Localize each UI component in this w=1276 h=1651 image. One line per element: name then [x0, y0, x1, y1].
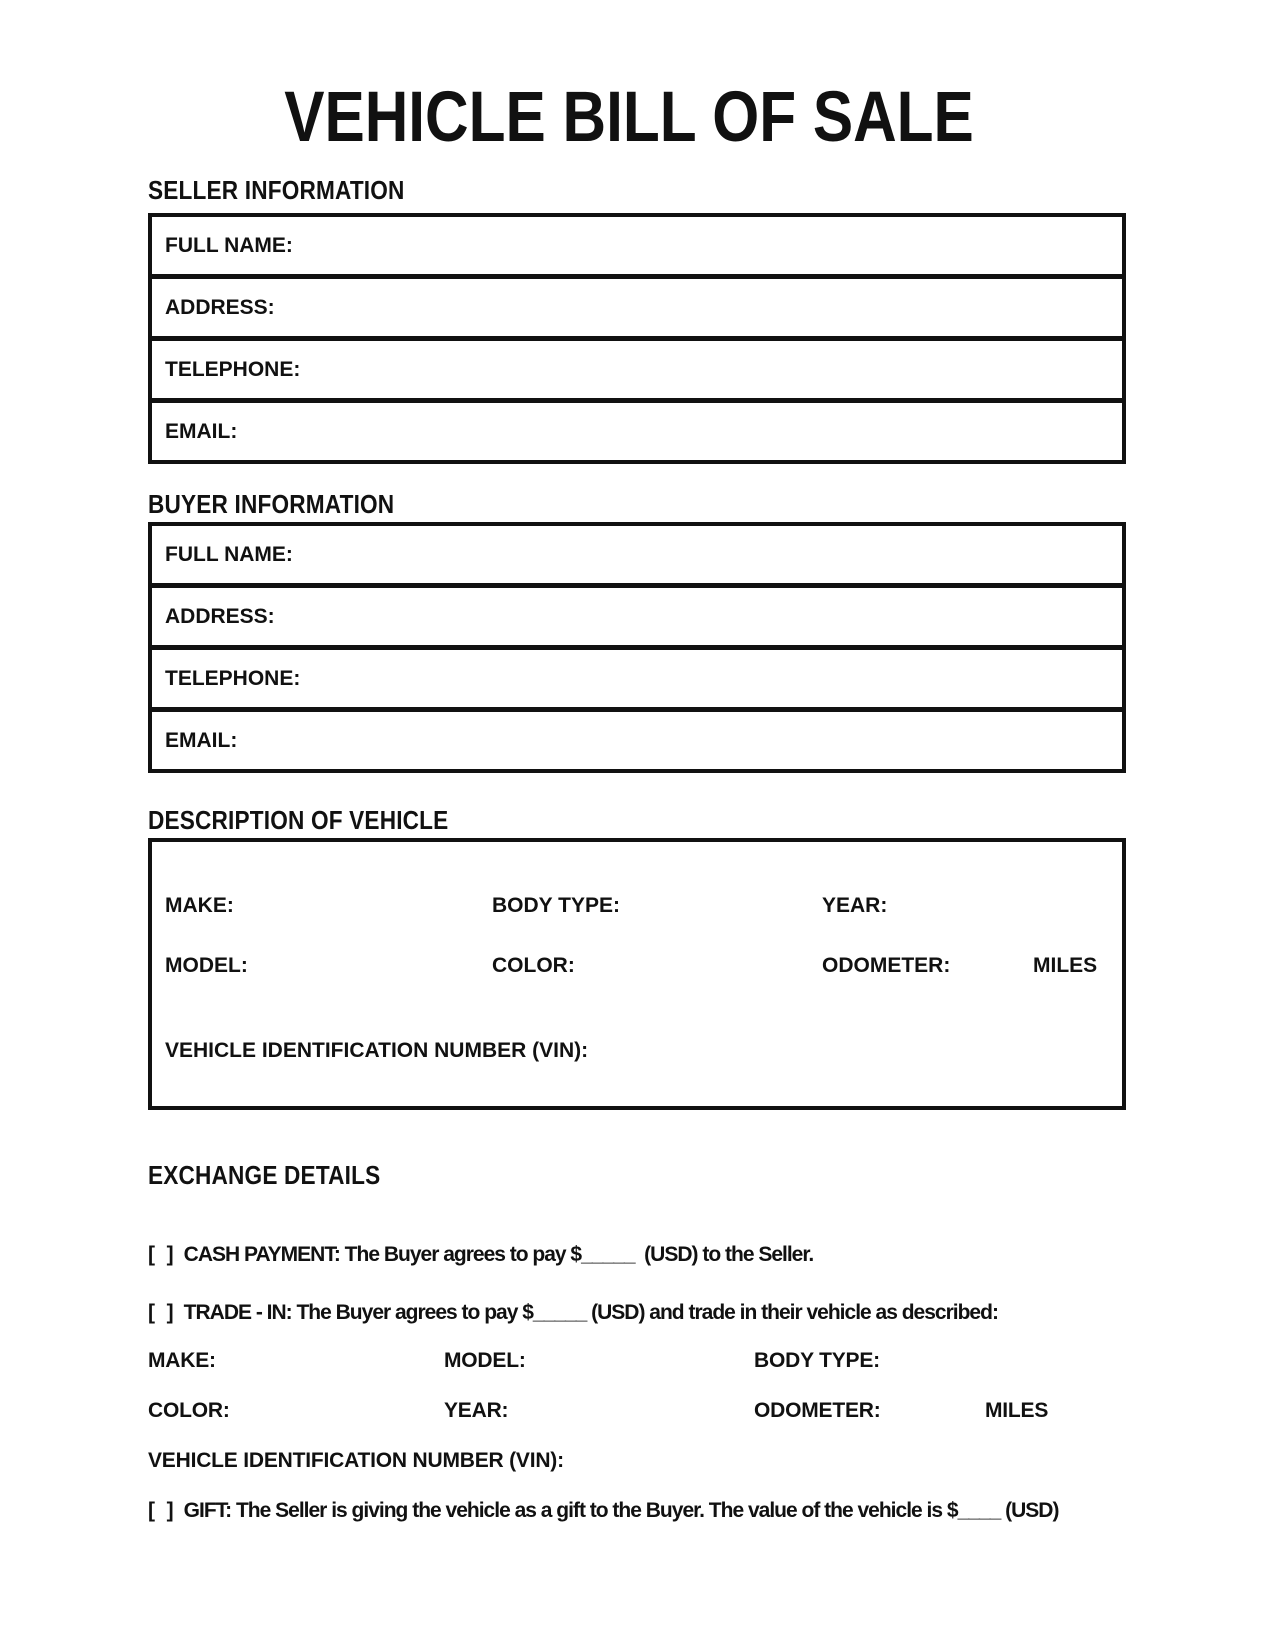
table-row — [152, 403, 1122, 460]
trade-odometer-label: ODOMETER: — [754, 1399, 881, 1422]
vehicle-vin-field[interactable] — [588, 1038, 888, 1062]
seller-full-name-label: FULL NAME: — [165, 233, 293, 257]
vehicle-make-cell — [165, 893, 364, 919]
trade-color-label: COLOR: — [148, 1399, 230, 1422]
table-row — [152, 526, 1122, 588]
trade-vin-label: VEHICLE IDENTIFICATION NUMBER (VIN): — [148, 1449, 564, 1472]
seller-full-name-field[interactable] — [293, 217, 1122, 274]
seller-telephone-label: TELEPHONE: — [165, 357, 301, 381]
buyer-telephone-label: TELEPHONE: — [165, 666, 301, 690]
buyer-table — [148, 522, 1126, 773]
exchange-details-section — [148, 1160, 1126, 1524]
vehicle-model-label: MODEL: — [165, 954, 248, 977]
vehicle-body-type-field[interactable] — [620, 893, 750, 917]
cash-payment-text: CASH PAYMENT: The Buyer agrees to pay $_____ (USD) to the Seller. — [183, 1243, 814, 1266]
table-row — [152, 588, 1122, 650]
seller-section — [148, 175, 1126, 464]
vehicle-vin-label: VEHICLE IDENTIFICATION NUMBER (VIN): — [165, 1039, 589, 1062]
trade-miles-unit-label: MILES — [985, 1399, 1049, 1422]
vehicle-body-type-label: BODY TYPE: — [492, 894, 620, 917]
vehicle-vin-cell — [165, 1038, 888, 1064]
seller-address-label: ADDRESS: — [165, 295, 275, 319]
buyer-full-name-field[interactable] — [293, 526, 1122, 583]
gift-option — [148, 1498, 1126, 1524]
vehicle-body-type-cell — [492, 893, 750, 919]
vehicle-miles-cell — [1033, 953, 1097, 979]
trade-in-checkbox[interactable]: [ ] — [148, 1301, 174, 1324]
seller-email-field[interactable] — [237, 403, 1122, 460]
vehicle-year-cell — [822, 893, 1017, 919]
table-row — [152, 279, 1122, 341]
vehicle-make-field[interactable] — [234, 893, 364, 917]
buyer-full-name-label: FULL NAME: — [165, 542, 293, 566]
vehicle-description-section — [148, 805, 1126, 1110]
table-row — [152, 341, 1122, 403]
vehicle-miles-unit-label: MILES — [1033, 954, 1098, 977]
buyer-telephone-field[interactable] — [300, 650, 1122, 707]
gift-checkbox[interactable]: [ ] — [148, 1499, 174, 1522]
seller-email-label: EMAIL: — [165, 419, 238, 443]
buyer-address-label: ADDRESS: — [165, 604, 275, 628]
seller-address-field[interactable] — [275, 279, 1122, 336]
seller-telephone-field[interactable] — [300, 341, 1122, 398]
vehicle-odometer-field[interactable] — [950, 953, 1040, 977]
vehicle-color-cell — [492, 953, 705, 979]
document-content — [148, 0, 1126, 1524]
buyer-email-field[interactable] — [237, 712, 1122, 769]
vehicle-make-label: MAKE: — [165, 894, 234, 917]
buyer-heading: BUYER INFORMATION — [148, 489, 395, 519]
trade-make-label: MAKE: — [148, 1349, 216, 1372]
table-row — [152, 217, 1122, 279]
buyer-address-field[interactable] — [275, 588, 1122, 645]
trade-in-option — [148, 1300, 1126, 1326]
vehicle-model-field[interactable] — [248, 953, 378, 977]
vehicle-odometer-cell — [822, 953, 1040, 979]
trade-vehicle-row-2 — [148, 1398, 1126, 1424]
table-row — [152, 650, 1122, 712]
vehicle-year-field[interactable] — [887, 893, 1017, 917]
vehicle-odometer-label: ODOMETER: — [822, 954, 951, 977]
trade-body-type-label: BODY TYPE: — [754, 1349, 880, 1372]
vehicle-description-box — [148, 838, 1126, 1110]
exchange-details-heading: EXCHANGE DETAILS — [148, 1160, 381, 1190]
trade-year-label: YEAR: — [444, 1399, 509, 1422]
seller-heading: SELLER INFORMATION — [148, 175, 405, 205]
trade-vin-row — [148, 1448, 1126, 1474]
buyer-section — [148, 489, 1126, 773]
cash-payment-checkbox[interactable]: [ ] — [148, 1243, 174, 1266]
cash-payment-option — [148, 1242, 1126, 1268]
document-title: VEHICLE BILL OF SALE — [284, 78, 974, 157]
trade-in-text: TRADE - IN: The Buyer agrees to pay $_____ (USD) and trade in their vehicle as described: — [183, 1301, 998, 1324]
buyer-email-label: EMAIL: — [165, 728, 238, 752]
vehicle-color-field[interactable] — [575, 953, 705, 977]
trade-model-label: MODEL: — [444, 1349, 526, 1372]
vehicle-model-cell — [165, 953, 378, 979]
gift-text: GIFT: The Seller is giving the vehicle as a gift to the Buyer. The value of the vehicle is $____ (USD) — [183, 1499, 1059, 1522]
table-row — [152, 712, 1122, 769]
vehicle-color-label: COLOR: — [492, 954, 575, 977]
trade-vehicle-row-1 — [148, 1348, 1126, 1374]
seller-table — [148, 213, 1126, 464]
vehicle-year-label: YEAR: — [822, 894, 888, 917]
vehicle-description-heading: DESCRIPTION OF VEHICLE — [148, 805, 449, 835]
